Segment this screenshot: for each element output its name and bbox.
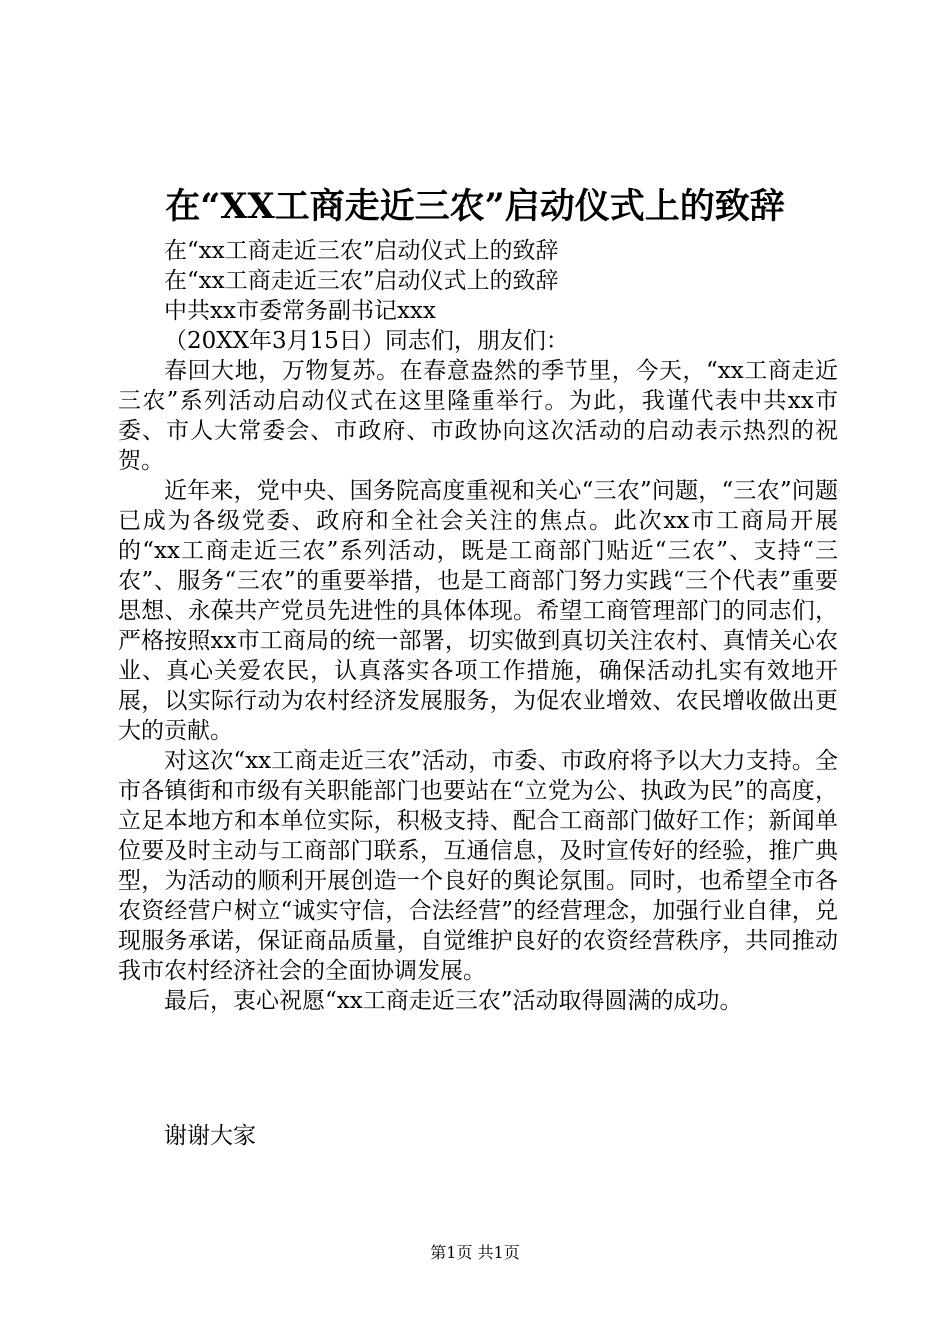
speaker-line: 中共xx市委常务副书记xxx — [164, 298, 436, 324]
date-greeting-line: （20XX年3月15日）同志们，朋友们： — [164, 328, 569, 354]
body-paragraph: 最后，衷心祝愿“xx工商走近三农”活动取得圆满的成功。 — [164, 988, 743, 1014]
body-paragraph: 对这次“xx工商走近三农”活动，市委、市政府将予以大力支持。全市各镇街和市级有关职能部门也要站在“立党为公、执政为民”的高度，立足本地方和本单位实际，积极支持、配合工商部门做好工作；新闻单位要及时主动与工商部门联系，互通信息，及时宣传好的经验，推广典型，为活动的顺利开展创造一个良好的舆论氛围。同时，也希望全市各农资经营户树立“诚实守信，合法经营”的经营理念，加强行业自律，兑现服务承诺，保证商品质量，自觉维护良好的农资经营秩序，共同推动我市农村经济社会的全面协调发展。 — [118, 748, 838, 984]
document-body — [118, 236, 838, 1016]
body-paragraph: 春回大地，万物复苏。在春意盎然的季节里，今天，“xx工商走近三农”系列活动启动仪式在这里隆重举行。为此，我谨代表中共xx市委、市人大常委会、市政府、市政协向这次活动的启动表示热烈的祝贺。 — [118, 358, 838, 474]
subtitle-line: 在“xx工商走近三农”启动仪式上的致辞 — [164, 238, 559, 264]
body-paragraph: 近年来，党中央、国务院高度重视和关心“三农”问题，“三农”问题已成为各级党委、政府和全社会关注的焦点。此次xx市工商局开展的“xx工商走近三农”系列活动，既是工商部门贴近“三农”、支持“三农”、服务“三农”的重要举措，也是工商部门努力实践“三个代表”重要思想、永葆共产党员先进性的具体体现。希望工商管理部门的同志们，严格按照xx市工商局的统一部署，切实做到真切关注农村、真情关心农业、真心关爱农民，认真落实各项工作措施，确保活动扎实有效地开展，以实际行动为农村经济发展服务，为促农业增效、农民增收做出更大的贡献。 — [118, 478, 838, 744]
document-title: 在“XX工商走近三农”启动仪式上的致辞 — [165, 186, 785, 227]
page-footer: 第1页 共1页 — [430, 1243, 520, 1262]
subtitle-line: 在“xx工商走近三农”启动仪式上的致辞 — [164, 268, 559, 294]
closing-line: 谢谢大家 — [164, 1123, 256, 1149]
